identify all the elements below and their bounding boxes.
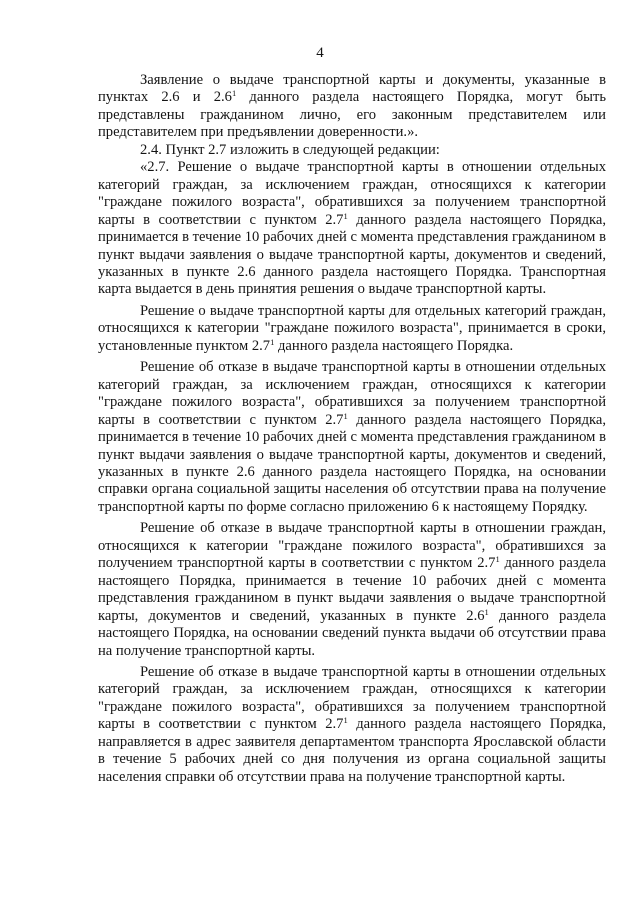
paragraph-text: данного раздела настоящего Порядка, принимается в течение 10 рабочих дней с момента представления гражданином в пункт выдачи заявления о выдаче транспортной карты, документов и сведений, указанных в пункте 2.6 данного раздела настоящего Порядка. Транспортная карта выдается в день принятия решения о выдаче транспортной карты. xyxy=(98,211,607,298)
paragraph-text: «2.7. Решение о выдаче транспортной карты в отношении отдельных категорий граждан, за исключением граждан, относящихся к категории "граждане пожилого возраста", обратившихся за получением транспортной карты в соответствии с пунктом 2.7 xyxy=(98,159,606,228)
paragraph-application-submission xyxy=(98,72,606,142)
paragraph-amendment-2-4 xyxy=(98,142,606,159)
paragraph-elderly-issue-decision xyxy=(98,303,606,355)
paragraph-refusal-elderly xyxy=(98,520,606,660)
paragraph-text: Решение об отказе в выдаче транспортной карты в отношении граждан, относящихся к категории "граждане пожилого возраста", обратившихся за получением транспортной карты в соответствии с пунктом 2.7 xyxy=(98,520,606,572)
page-number: 4 xyxy=(316,45,324,61)
superscript-index: 1 xyxy=(270,336,275,347)
superscript-index: 1 xyxy=(231,88,237,99)
superscript-index: 1 xyxy=(343,715,348,726)
superscript-index: 1 xyxy=(495,554,500,565)
superscript-index: 1 xyxy=(484,606,489,617)
paragraph-text: данного раздела настоящего Порядка, направляется в адрес заявителя департаментом транспорта Ярославской области в течение 5 рабочих дней со дня получения из органа социальной защиты населения справки об отсутствии права на получение транспортной карты. xyxy=(98,716,607,785)
paragraph-text: Решение о выдаче транспортной карты для отдельных категорий граждан, относящихся к категории "граждане пожилого возраста", принимается в сроки, установленные пунктом 2.7 xyxy=(98,302,606,354)
paragraph-text: Решение об отказе в выдаче транспортной карты в отношении отдельных категорий граждан, за исключением граждан, относящихся к категории "граждане пожилого возраста", обратившихся за получением транспортной карты в соответствии с пунктом 2.7 xyxy=(98,359,606,428)
paragraph-text: Решение об отказе в выдаче транспортной карты в отношении отдельных категорий граждан, за исключением граждан, относящихся к категории "граждане пожилого возраста", обратившихся за получением транспортной карты в соответствии с пунктом 2.7 xyxy=(98,663,606,733)
paragraph-text: данного раздела настоящего Порядка, принимается в течение 10 рабочих дней с момента представления гражданином в пункт выдачи заявления о выдаче транспортной карты, документов и сведений, указанных в пункте 2.6 xyxy=(98,555,606,624)
superscript-index: 1 xyxy=(343,210,348,221)
paragraph-text: 2.4. Пункт 2.7 изложить в следующей редакции: xyxy=(140,141,440,158)
paragraph-text: данного раздела настоящего Порядка, на основании сведений пункта выдачи об отсутствии права на получение транспортной карты. xyxy=(98,607,606,659)
paragraph-text: данного раздела настоящего Порядка, могут быть представлены гражданином лично, его законным представителем или представителем при предъявлении доверенности.». xyxy=(98,89,606,141)
paragraph-refusal-notification xyxy=(98,664,606,786)
paragraph-refusal-categories xyxy=(98,359,606,516)
paragraph-text: данного раздела настоящего Порядка, принимается в течение 10 рабочих дней с момента представления гражданином в пункт выдачи заявления о выдаче транспортной карты, документов и сведений, указанных в пункте 2.6 данного раздела настоящего Порядка, на основании справки органа социальной защиты населения об отсутствии права на получение транспортной карты по форме согласно приложению 6 к настоящему Порядку. xyxy=(98,411,607,515)
paragraph-text: данного раздела настоящего Порядка. xyxy=(274,337,514,354)
paragraph-clause-2-7 xyxy=(98,159,606,299)
paragraph-text: Заявление о выдаче транспортной карты и документы, указанные в пунктах 2.6 и 2.6 xyxy=(98,72,606,106)
document-body xyxy=(98,72,606,786)
superscript-index: 1 xyxy=(343,410,348,421)
